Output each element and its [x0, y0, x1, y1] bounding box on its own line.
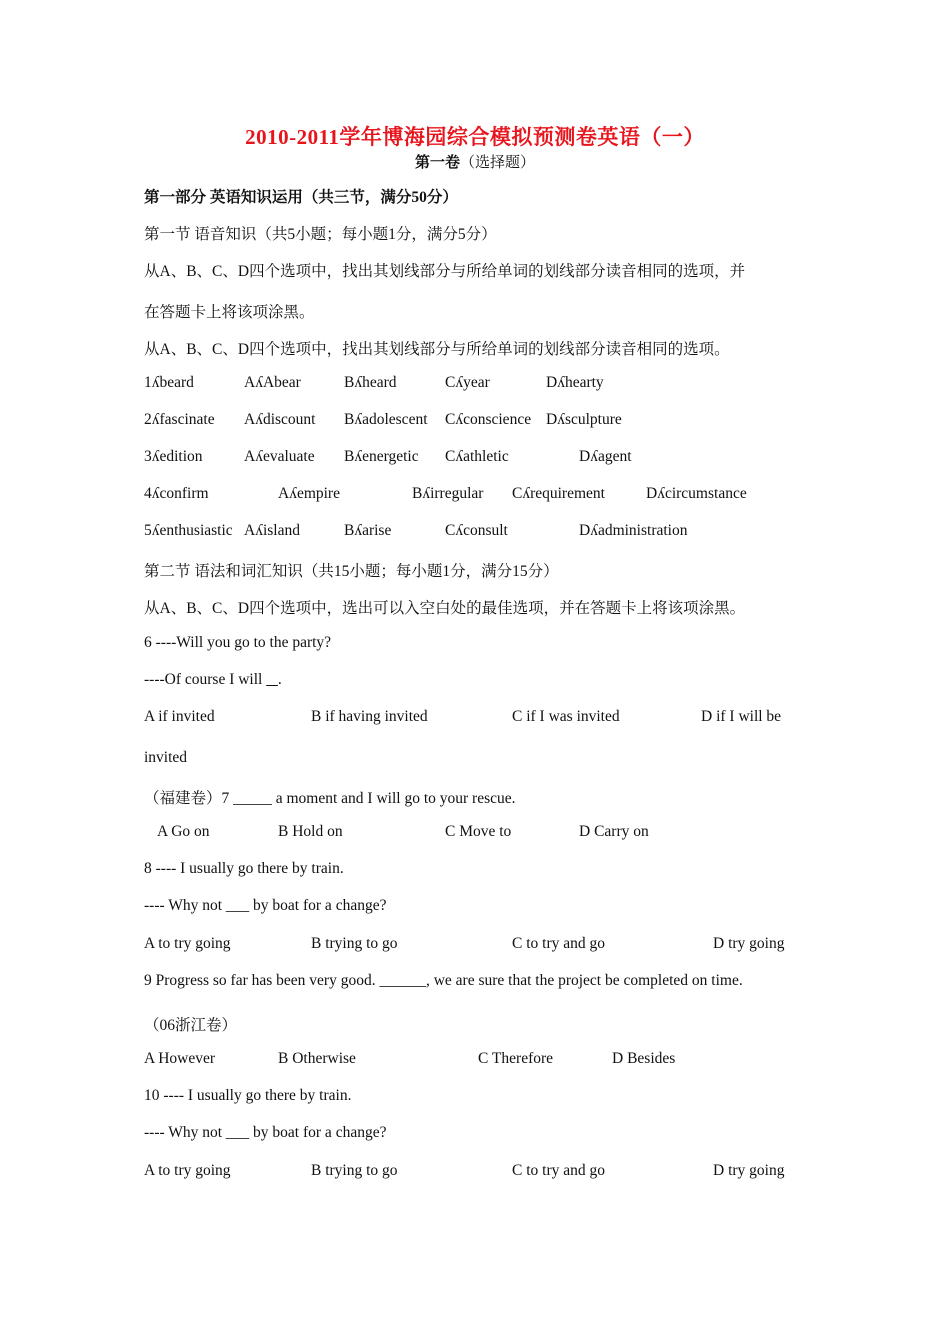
option-c: Cʎyear: [445, 374, 490, 391]
option-c: Cʎathletic: [445, 448, 509, 465]
q10-reply: ---- Why not ___ by boat for a change?: [144, 1124, 387, 1141]
item-stem: 2ʎfascinate: [144, 411, 215, 428]
section2-instruction: 从A、B、C、D四个选项中，选出可以入空白处的最佳选项，并在答题卡上将该项涂黑。: [144, 600, 746, 617]
option-d: Dʎadministration: [579, 522, 688, 539]
q7-option-b: B Hold on: [278, 823, 343, 840]
option-d: Dʎsculpture: [546, 411, 622, 428]
section1-heading: 第一节 语音知识（共5小题；每小题1分，满分5分）: [144, 226, 497, 243]
q9-option-d: D Besides: [612, 1050, 676, 1067]
q7-option-d: D Carry on: [579, 823, 649, 840]
q6-option-b: B if having invited: [311, 708, 428, 725]
section1-instruction-line2: 在答题卡上将该项涂黑。: [144, 304, 315, 321]
option-b: Bʎheard: [344, 374, 397, 391]
q9-stem: 9 Progress so far has been very good. ______, we are sure that the project be completed on time.: [144, 972, 743, 989]
option-a: Aʎevaluate: [244, 448, 315, 465]
q10-option-a: A to try going: [144, 1162, 231, 1179]
q6-option-d-continued: invited: [144, 749, 188, 766]
document-title: 2010-2011学年博海园综合模拟预测卷英语（一）: [245, 125, 705, 149]
option-d: Dʎhearty: [546, 374, 604, 391]
q10-stem: 10 ---- I usually go there by train.: [144, 1087, 352, 1104]
q9-option-a: A However: [144, 1050, 216, 1067]
option-b: Bʎarise: [344, 522, 392, 539]
q6-reply: [144, 671, 282, 689]
option-d: Dʎagent: [579, 448, 632, 465]
q8-option-c: C to try and go: [512, 935, 605, 952]
item-stem: 3ʎedition: [144, 448, 203, 465]
q6-option-c: C if I was invited: [512, 708, 620, 725]
q9-option-b: B Otherwise: [278, 1050, 356, 1067]
section1-instruction-line1: 从A、B、C、D四个选项中，找出其划线部分与所给单词的划线部分读音相同的选项，并: [144, 263, 746, 280]
q9-option-c: C Therefore: [478, 1050, 554, 1067]
volume-type: （选择题）: [460, 155, 536, 171]
option-c: Cʎrequirement: [512, 485, 605, 502]
q8-option-b: B trying to go: [311, 935, 398, 952]
item-stem: 5ʎenthusiastic: [144, 522, 233, 539]
q6-reply-prefix: ----Of course I will: [144, 671, 267, 688]
q6-reply-suffix: .: [277, 671, 282, 688]
section1-instruction-repeat: 从A、B、C、D四个选项中，找出其划线部分与所给单词的划线部分读音相同的选项。: [144, 341, 730, 358]
option-b: Bʎenergetic: [344, 448, 419, 465]
volume-label: 第一卷: [414, 155, 460, 171]
option-c: Cʎconscience: [445, 411, 532, 428]
option-a: Aʎempire: [278, 485, 340, 502]
q8-stem: 8 ---- I usually go there by train.: [144, 860, 344, 877]
volume-subtitle: [0, 151, 950, 172]
option-a: Aʎdiscount: [244, 411, 316, 428]
option-a: Aʎisland: [244, 522, 300, 539]
q10-option-c: C to try and go: [512, 1162, 605, 1179]
option-c: Cʎconsult: [445, 522, 508, 539]
q7-option-c: C Move to: [445, 823, 512, 840]
q7-option-a: A Go on: [157, 823, 210, 840]
q7-stem: （福建卷）7 _____ a moment and I will go to your rescue.: [144, 790, 516, 807]
option-a: AʎAbear: [244, 374, 301, 391]
section2-heading: 第二节 语法和词汇知识（共15小题；每小题1分，满分15分）: [144, 563, 559, 580]
part1-heading: 第一部分 英语知识运用（共三节，满分50分）: [144, 189, 458, 206]
item-stem: 1ʎbeard: [144, 374, 194, 391]
q8-option-a: A to try going: [144, 935, 231, 952]
q9-source: （06浙江卷）: [144, 1017, 238, 1034]
q10-option-d: D try going: [713, 1162, 785, 1179]
q6-option-a: A if invited: [144, 708, 215, 725]
q8-option-d: D try going: [713, 935, 785, 952]
q6-option-d: D if I will be: [701, 708, 782, 725]
q10-option-b: B trying to go: [311, 1162, 398, 1179]
q8-reply: ---- Why not ___ by boat for a change?: [144, 897, 387, 914]
option-d: Dʎcircumstance: [646, 485, 747, 502]
item-stem: 4ʎconfirm: [144, 485, 209, 502]
option-b: Bʎirregular: [412, 485, 484, 502]
option-b: Bʎadolescent: [344, 411, 428, 428]
q6-stem: 6 ----Will you go to the party?: [144, 634, 332, 651]
q6-reply-blank: [266, 671, 278, 688]
